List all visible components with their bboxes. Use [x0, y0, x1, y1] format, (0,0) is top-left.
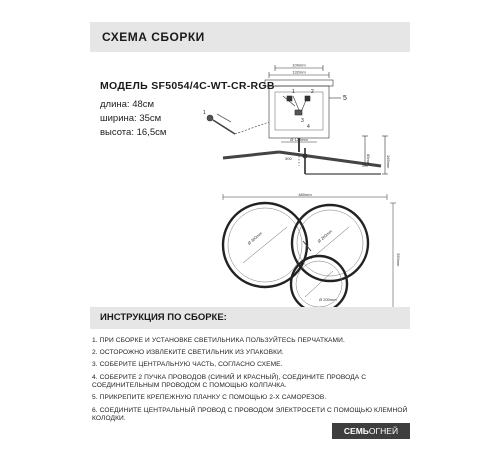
instruction-step: 1. ПРИ СБОРКЕ И УСТАНОВКЕ СВЕТИЛЬНИКА ПОЛЬЗУЙТЕСЬ ПЕРЧАТКАМИ.	[92, 337, 345, 344]
callout-3: 3	[301, 118, 304, 124]
instruction-step: 3. СОБЕРИТЕ ЦЕНТРАЛЬНУЮ ЧАСТЬ, СОГЛАСНО СХЕМЕ.	[92, 361, 283, 369]
dim-width-label: 480mm	[298, 192, 312, 197]
callout-1: 1	[292, 89, 295, 95]
rings-diagram	[215, 193, 400, 315]
callout-2: 2	[311, 89, 314, 95]
instruction-step: 4. СОБЕРИТЕ 2 ПУЧКА ПРОВОДОВ (СИНИЙ И КРАСНЫЙ), СОЕДИНИТЕ ПРОВОДА С СОЕДИНИТЕЛЬНЫМ ПРОВОДОМ С ПОМОЩЬЮ КОЛПАЧКА.	[92, 373, 367, 390]
dim-right1-label: 85mm	[366, 154, 371, 166]
callout-screw: 1	[203, 110, 206, 116]
brand-bold: СЕМЬ	[343, 426, 369, 436]
dim-ring2-label: Ø 260mm	[316, 228, 334, 244]
dim-bottom-label: Ø 120mm	[290, 137, 308, 142]
instruction-step: 6. СОЕДИНИТЕ ЦЕНТРАЛЬНЫЙ ПРОВОД С ПРОВОДОМ ЭЛЕКТРОСЕТИ С ПОМОЩЬЮ КЛЕМНОЙ КОЛОДКИ.	[92, 406, 408, 423]
mounting-diagram	[195, 62, 410, 187]
instructions-list	[92, 337, 412, 427]
brand-logo	[332, 423, 410, 439]
spec-height: высота: 16,5см	[100, 127, 167, 138]
instruction-step: 2. ОСТОРОЖНО ИЗВЛЕКИТЕ СВЕТИЛЬНИК ИЗ УПАКОВКИ.	[92, 349, 284, 357]
callout-4: 4	[307, 124, 310, 130]
instruction-step: 5. ПРИКРЕПИТЕ КРЕПЕЖНУЮ ПЛАНКУ С ПОМОЩЬЮ 2-Х САМОРЕЗОВ.	[92, 394, 327, 402]
dim-top-label: 100mm	[292, 62, 306, 68]
instructions-title: ИНСТРУКЦИЯ ПО СБОРКЕ:	[90, 307, 410, 329]
dim-mid-label: 132mm	[292, 69, 306, 75]
dim-right2-label: 165mm	[386, 155, 391, 169]
page-title: СХЕМА СБОРКИ	[90, 22, 410, 52]
spec-length: длина: 48см	[100, 99, 155, 110]
callout-5: 5	[343, 95, 347, 102]
ceiling-plate	[265, 80, 333, 86]
dim-ring1-label: Ø 300mm	[246, 230, 264, 246]
brand-light: ОГНЕЙ	[368, 426, 399, 436]
spec-width: ширина: 35см	[100, 113, 162, 124]
dim-ring3-label: Ø 200mm	[319, 297, 337, 302]
model-name: МОДЕЛЬ SF5054/4C-WT-CR-RGB	[100, 80, 275, 92]
dim-height-label: 350mm	[396, 253, 401, 267]
dim-small-label: 300	[285, 156, 292, 161]
